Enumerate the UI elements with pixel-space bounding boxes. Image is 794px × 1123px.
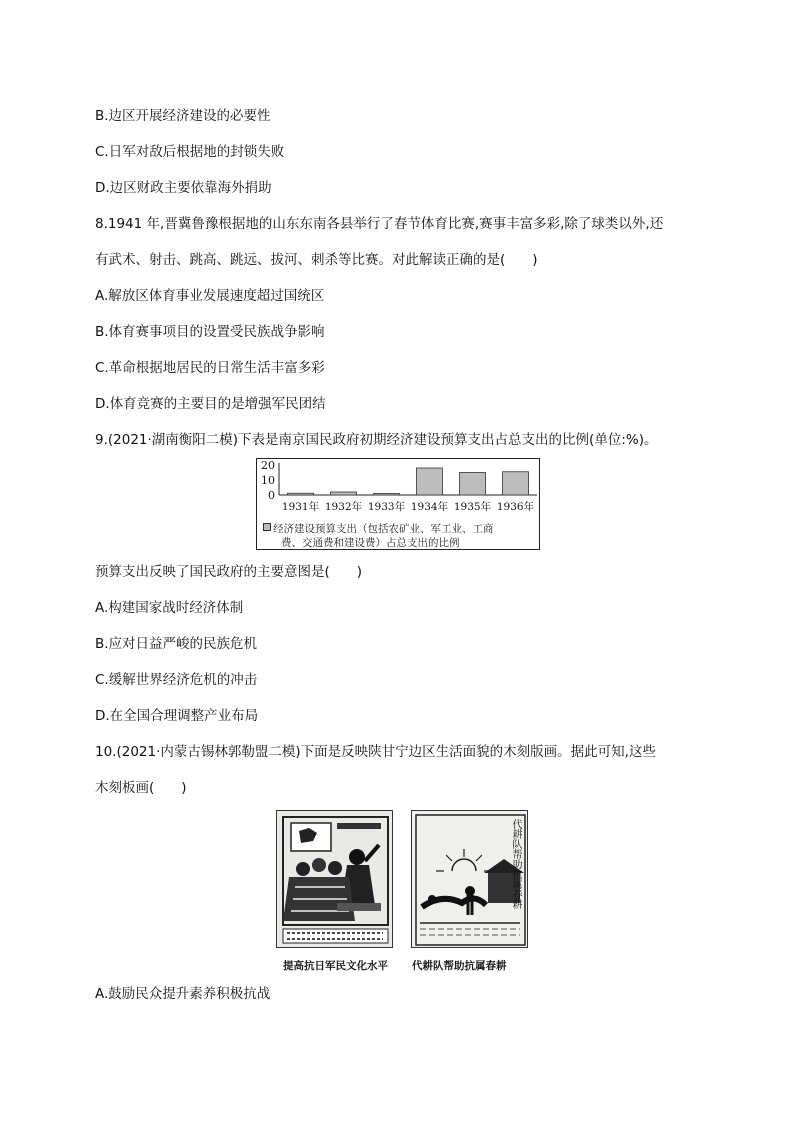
woodcut-literacy-image [276, 810, 393, 948]
question-10-line-1: 10.(2021·内蒙古锡林郭勒盟二模)下面是反映陕甘宁边区生活面貌的木刻版画。据此可知,这些 [95, 744, 656, 760]
question-8-line-2: 有武术、射击、跳高、跳远、拔河、刺杀等比赛。对此解读正确的是( ) [95, 252, 538, 268]
legend-line-2: 费、交通费和建设费）占总支出的比例 [281, 537, 460, 549]
x-tick-label: 1934年 [410, 501, 449, 513]
question-10-line-2: 木刻板画( ) [95, 780, 187, 796]
x-tick-label: 1936年 [496, 501, 535, 513]
caption-literacy: 提高抗日军民文化水平 [283, 960, 388, 972]
x-tick-label: 1931年 [281, 501, 320, 513]
chart-legend [263, 522, 535, 550]
option-7b: B.边区开展经济建设的必要性 [95, 108, 271, 124]
woodcut-literacy-art [277, 811, 393, 948]
bar [460, 473, 486, 496]
budget-chart-plot [257, 459, 539, 521]
bar [503, 472, 529, 495]
question-9-line-1: 9.(2021·湖南衡阳二模)下表是南京国民政府初期经济建设预算支出占总支出的比例(单位:%)。 [95, 432, 658, 448]
bar [331, 492, 357, 495]
option-8c: C.革命根据地居民的日常生活丰富多彩 [95, 360, 325, 376]
option-8d: D.体育竞赛的主要目的是增强军民团结 [95, 396, 326, 412]
x-tick-label: 1933年 [367, 501, 406, 513]
y-tick-label: 0 [268, 489, 275, 502]
option-9a: A.构建国家战时经济体制 [95, 600, 244, 616]
bar [374, 494, 400, 496]
woodcut-farming-image [411, 810, 528, 948]
option-7d: D.边区财政主要依靠海外捐助 [95, 180, 272, 196]
y-tick-label: 20 [261, 459, 275, 472]
option-9c: C.缓解世界经济危机的冲击 [95, 672, 258, 688]
option-7c: C.日军对敌后根据地的封锁失败 [95, 144, 285, 160]
question-9-line-2: 预算支出反映了国民政府的主要意图是( ) [95, 564, 363, 580]
option-9d: D.在全国合理调整产业布局 [95, 708, 259, 724]
option-9b: B.应对日益严峻的民族危机 [95, 636, 258, 652]
legend-line-1: 经济建设预算支出（包括农矿业、军工业、工商 [273, 523, 494, 535]
bar [417, 468, 443, 495]
y-tick-label: 10 [261, 474, 275, 487]
budget-chart [256, 458, 540, 550]
bar [288, 493, 314, 495]
option-8b: B.体育赛事项目的设置受民族战争影响 [95, 324, 325, 340]
woodcut-inscription-text: 代耕队帮助抗属春耕 [510, 819, 521, 909]
option-10a: A.鼓励民众提升素养积极抗战 [95, 986, 271, 1002]
caption-farming: 代耕队帮助抗属春耕 [412, 960, 507, 972]
question-8-line-1: 8.1941 年,晋冀鲁豫根据地的山东东南各县举行了春节体育比赛,赛事丰富多彩,除了球类以外,还 [95, 216, 664, 232]
legend-swatch [263, 523, 271, 531]
x-tick-label: 1935年 [453, 501, 492, 513]
option-8a: A.解放区体育事业发展速度超过国统区 [95, 288, 325, 304]
x-tick-label: 1932年 [324, 501, 363, 513]
